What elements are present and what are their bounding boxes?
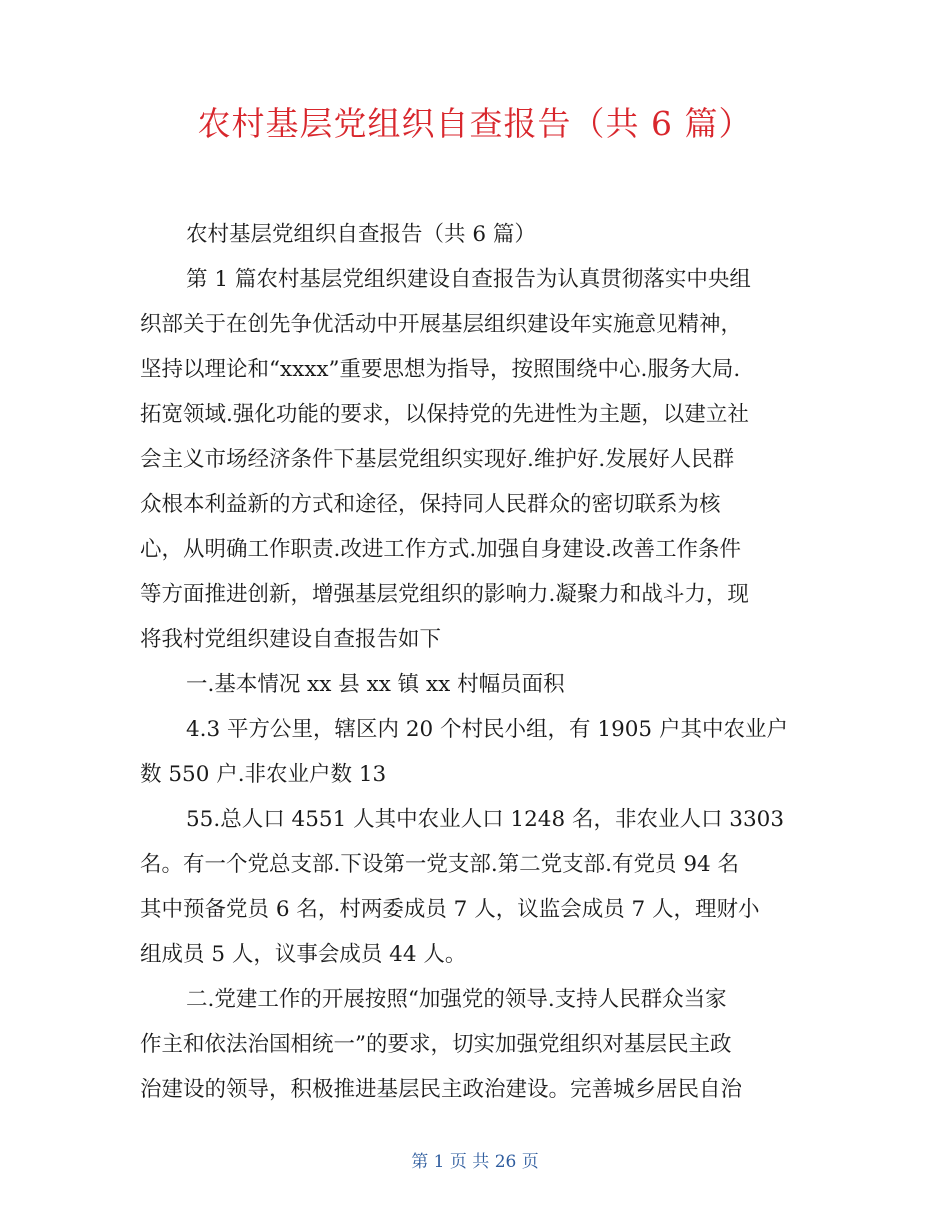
- paragraph-line: 55.总人口 4551 人其中农业人口 1248 名，非农业人口 3303: [186, 807, 785, 832]
- paragraph-line: 一.基本情况 xx 县 xx 镇 xx 村幅员面积: [186, 672, 565, 697]
- paragraph-line: 会主义市场经济条件下基层党组织实现好.维护好.发展好人民群: [140, 447, 735, 472]
- paragraph-line: 4.3 平方公里，辖区内 20 个村民小组，有 1905 户其中农业户: [186, 717, 788, 742]
- paragraph-line: 织部关于在创先争优活动中开展基层组织建设年实施意见精神，: [140, 312, 743, 337]
- paragraph-line: 名。有一个党总支部.下设第一党支部.第二党支部.有党员 94 名: [140, 852, 740, 877]
- paragraph-line: 作主和依法治国相统一”的要求，切实加强党组织对基层民主政: [140, 1032, 732, 1057]
- paragraph-line: 第 1 篇农村基层党组织建设自查报告为认真贯彻落实中央组: [186, 267, 751, 292]
- paragraph-line: 治建设的领导，积极推进基层民主政治建设。完善城乡居民自治: [140, 1077, 743, 1102]
- document-title: 农村基层党组织自查报告（共 6 篇）: [197, 104, 753, 143]
- paragraph-line: 将我村党组织建设自查报告如下: [140, 627, 442, 652]
- paragraph-line: 农村基层党组织自查报告（共 6 篇）: [186, 222, 536, 247]
- paragraph-line: 等方面推进创新，增强基层党组织的影响力.凝聚力和战斗力，现: [140, 582, 749, 607]
- paragraph-line: 二.党建工作的开展按照“加强党的领导.支持人民群众当家: [186, 987, 727, 1012]
- paragraph-line: 组成员 5 人，议事会成员 44 人。: [140, 942, 467, 967]
- page-number-footer: 第 1 页 共 26 页: [411, 1152, 539, 1172]
- paragraph-line: 众根本利益新的方式和途径，保持同人民群众的密切联系为核: [140, 492, 721, 517]
- document-body: [140, 212, 820, 1112]
- paragraph-line: 坚持以理论和“xxxx”重要思想为指导，按照围绕中心.服务大局.: [140, 357, 741, 382]
- paragraph-line: 心，从明确工作职责.改进工作方式.加强自身建设.改善工作条件: [140, 537, 742, 562]
- paragraph-line: 其中预备党员 6 名，村两委成员 7 人，议监会成员 7 人，理财小: [140, 897, 760, 922]
- paragraph-line: 数 550 户.非农业户数 13: [140, 762, 387, 787]
- paragraph-line: 拓宽领域.强化功能的要求，以保持党的先进性为主题，以建立社: [140, 402, 749, 427]
